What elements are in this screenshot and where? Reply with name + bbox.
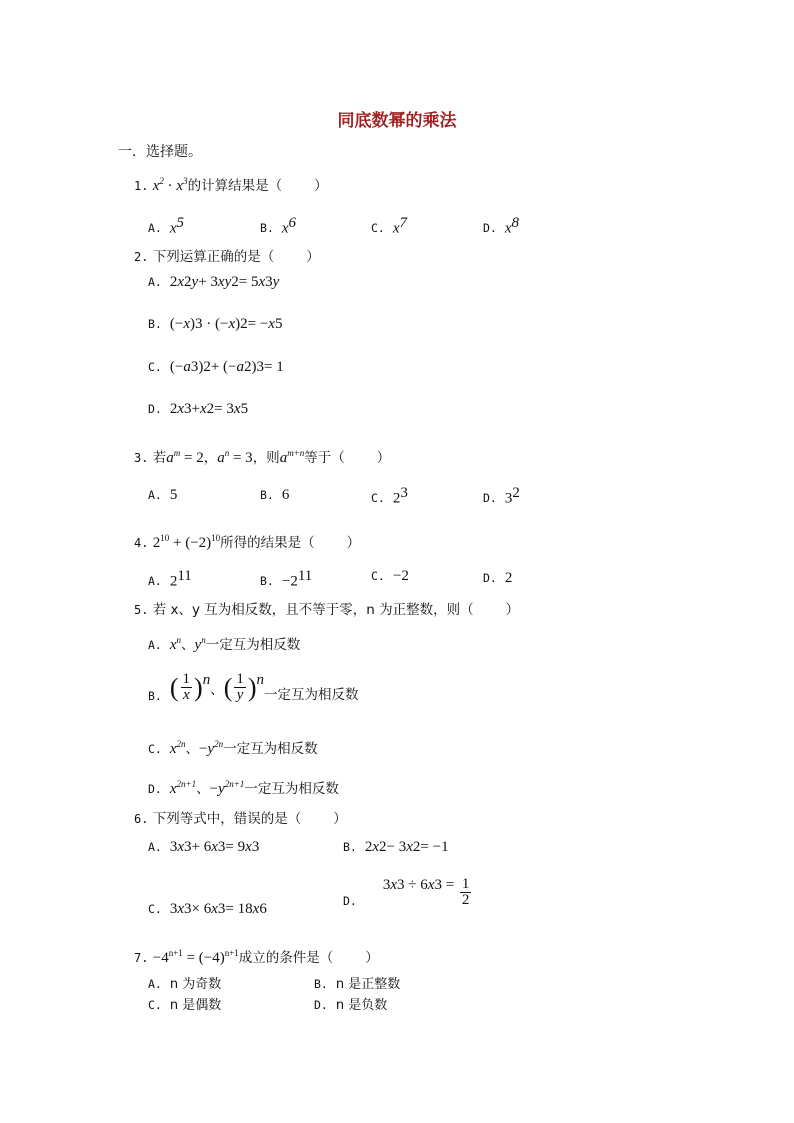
q7-option-a: A. n 为奇数 xyxy=(148,977,222,992)
q2-option-c: C. (− a 3 ) 2 + (− a 2 ) 3 = 1 xyxy=(148,359,284,375)
q3-option-d: D. $3^2$ xyxy=(483,485,520,507)
page-title: 同底数幂的乘法 xyxy=(337,111,457,131)
question-3: 3. 若$a^m = 2$，$a^n = 3$，则$a^{m+n}$等于（ ） xyxy=(134,448,391,466)
q4-option-b: B. $-2^{11}$ xyxy=(260,568,313,590)
q5-option-a: A. $x^n$ 、 $y^n$ 一定互为相反数 xyxy=(148,635,301,653)
q1-option-c: C. $x^7$ xyxy=(371,215,408,237)
q5-option-d: D. $x^{2n+1}$ 、 − $y^{2n+1}$ 一定互为相反数 xyxy=(148,779,339,797)
q6-option-c: C. 3 x 3 × 6 x 3 = 18 x 6 xyxy=(148,901,267,917)
question-number: 1. xyxy=(134,179,149,193)
q2-option-b: B. (− x ) 3 · (− x ) 2 = − x 5 xyxy=(148,316,283,332)
q3-option-a: A. 5 xyxy=(148,487,178,503)
q7-option-c: C. n 是偶数 xyxy=(148,998,222,1013)
q3-option-b: B. 6 xyxy=(260,487,290,503)
question-6: 6. 下列等式中，错误的是（ ） xyxy=(134,811,347,827)
q2-option-a: A. 2 x 2 y + 3 xy 2 = 5 x 3 y xyxy=(148,274,280,290)
q6-option-b: B. 2 x 2 − 3 x 2 = −1 xyxy=(343,839,449,855)
q4-option-a: A. $2^{11}$ xyxy=(148,568,192,590)
q5-option-b: B. ( $\frac{1}{x}$ ) n 、 ( $\frac{1}{y}$ ) n 一定互为相反数 xyxy=(148,671,359,703)
section-heading: 一．选择题。 xyxy=(118,144,202,160)
question-5: 5. 若 x、y 互为相反数，且不等于零，n 为正整数，则（ ） xyxy=(134,602,520,618)
q4-option-d: D. 2 xyxy=(483,570,513,586)
question-1: 1. $x^2 \cdot x^3$的计算结果是（ ） xyxy=(134,176,328,194)
q4-option-c: C. −2 xyxy=(371,568,409,584)
q1-option-b: B. $x^6$ xyxy=(260,215,297,237)
q1-option-d: D. $x^8$ xyxy=(483,215,520,237)
q2-option-d: D. 2 x 3 + x 2 = 3 x 5 xyxy=(148,401,249,417)
question-7: 7. $-4^{n+1} = (-4)^{n+1}$成立的条件是（ ） xyxy=(134,948,379,966)
question-4: 4. $2^{10} + (-2)^{10}$所得的结果是（ ） xyxy=(134,533,361,551)
question-2: 2. 下列运算正确的是（ ） xyxy=(134,249,320,265)
q6-option-d: D. 3 x 3 ÷ 6 x 3 = $\frac{1}{2}$ xyxy=(343,876,470,908)
math-expr: $x^2$ xyxy=(152,176,164,194)
q5-option-c: C. $x^{2n}$ 、 − $y^{2n}$ 一定互为相反数 xyxy=(148,739,318,757)
q3-option-c: C. $2^3$ xyxy=(371,485,408,507)
q1-option-a: A. $x^5$ xyxy=(148,215,185,237)
q6-option-a: A. 3 x 3 + 6 x 3 = 9 x 3 xyxy=(148,839,260,855)
q7-option-d: D. n 是负数 xyxy=(314,998,388,1013)
q7-option-b: B. n 是正整数 xyxy=(314,977,401,992)
